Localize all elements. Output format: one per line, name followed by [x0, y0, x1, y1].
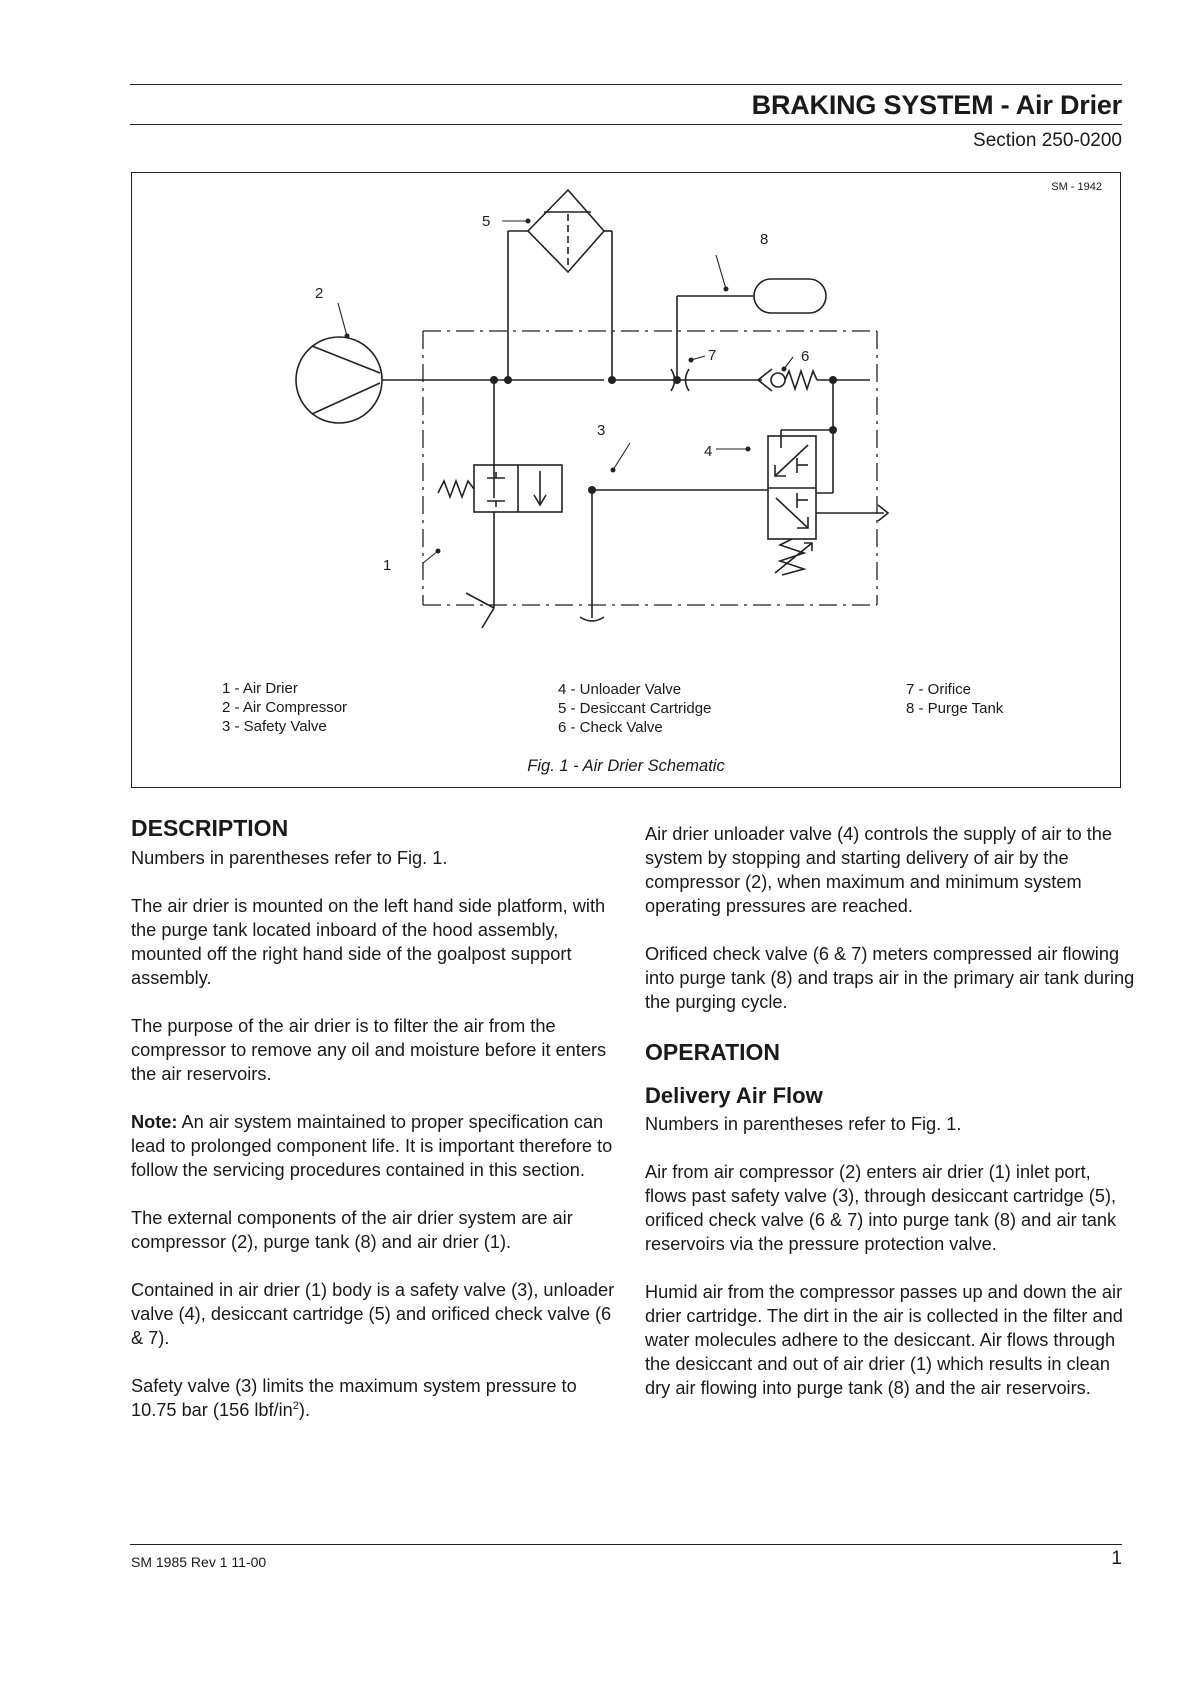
paragraph: Air drier unloader valve (4) controls the supply of air to the system by stopping and starting delivery of air by the compressor (2), when maximum and minimum system operating pressures are reached. — [645, 824, 1113, 916]
air-compressor-symbol — [296, 337, 382, 423]
section-number: Section 250-0200 — [973, 130, 1122, 151]
legend-item: 5 - Desiccant Cartridge — [558, 700, 712, 717]
paragraph-text: Safety valve (3) limits the maximum system pressure to 10.75 bar (156 lbf/in — [131, 1376, 577, 1420]
callout-1: 1 — [383, 557, 392, 574]
desiccant-cartridge-symbol — [528, 190, 604, 272]
purge-tank-symbol — [754, 279, 826, 313]
paragraph: Air from air compressor (2) enters air drier (1) inlet port, flows past safety valve (3), through desiccant cartridge (5), orificed check valve (6 & 7) into purge tank (8) and air tank reservoirs via the pressure protection valve. — [645, 1162, 1117, 1254]
legend-item: 8 - Purge Tank — [906, 700, 1004, 717]
paragraph: Numbers in parentheses refer to Fig. 1. — [645, 1114, 962, 1134]
description-heading: DESCRIPTION — [131, 815, 289, 841]
operation-heading: OPERATION — [645, 1039, 781, 1065]
paragraph: Contained in air drier (1) body is a safety valve (3), unloader valve (4), desiccant cartridge (5) and orificed check valve (6 & 7). — [131, 1280, 615, 1348]
paragraph: Humid air from the compressor passes up and down the air drier cartridge. The dirt in the air is collected in the filter and water molecules adhere to the desiccant. Air flows through the desiccant and out of air drier (1) which results in clean dry air flowing into purge tank (8) and the air reservoirs. — [645, 1282, 1123, 1398]
header-top-rule — [130, 84, 1122, 85]
paragraph: The external components of the air drier system are air compressor (2), purge tank (8) and air drier (1). — [131, 1208, 573, 1252]
callout-8: 8 — [760, 231, 769, 248]
superscript: 2 — [292, 1399, 299, 1412]
legend-item: 1 - Air Drier — [222, 680, 298, 697]
callout-4: 4 — [704, 443, 713, 460]
delivery-air-flow-heading: Delivery Air Flow — [645, 1083, 823, 1108]
callout-3: 3 — [597, 422, 606, 439]
callout-7: 7 — [708, 347, 717, 364]
callout-6: 6 — [801, 348, 810, 365]
legend-item: 2 - Air Compressor — [222, 699, 348, 716]
note-label: Note: — [131, 1112, 178, 1132]
figure-code: SM - 1942 — [1051, 181, 1102, 193]
paragraph: Orificed check valve (6 & 7) meters compressed air flowing into purge tank (8) and traps air in the primary air tank during the purging cycle. — [645, 944, 1135, 1012]
air-drier-boundary — [423, 331, 877, 605]
paragraph — [131, 1374, 621, 1422]
callout-5: 5 — [482, 213, 491, 230]
header-mid-rule — [130, 124, 1122, 125]
left-column — [131, 808, 621, 1446]
safety-valve-symbol — [438, 465, 562, 512]
callout-2: 2 — [315, 285, 324, 302]
legend-item: 4 - Unloader Valve — [558, 681, 682, 698]
right-column — [645, 822, 1135, 1424]
page-title: BRAKING SYSTEM - Air Drier — [751, 90, 1122, 120]
figure-air-drier-schematic — [131, 172, 1121, 788]
legend-col-1 — [222, 679, 347, 736]
paragraph: The air drier is mounted on the left hand side platform, with the purge tank located inboard of the hood assembly, mounted off the right hand side of the goalpost support assembly. — [131, 896, 606, 988]
figure-caption: Fig. 1 - Air Drier Schematic — [527, 757, 725, 775]
note-text: An air system maintained to proper specification can lead to prolonged component life. It is important therefore to follow the servicing procedures contained in this section. — [131, 1112, 613, 1180]
paragraph: Numbers in parentheses refer to Fig. 1. — [131, 848, 448, 868]
legend-item: 7 - Orifice — [906, 681, 972, 698]
unloader-valve-symbol — [768, 436, 816, 575]
legend-col-2 — [558, 680, 711, 737]
schematic-diagram — [132, 173, 1120, 753]
document-id: SM 1985 Rev 1 11-00 — [131, 1554, 267, 1570]
legend-item: 6 - Check Valve — [558, 719, 663, 736]
footer-rule — [130, 1544, 1122, 1545]
leader-lines — [338, 221, 793, 563]
page-number: 1 — [1111, 1548, 1122, 1569]
legend-item: 3 - Safety Valve — [222, 718, 327, 735]
paragraph: The purpose of the air drier is to filter the air from the compressor to remove any oil and moisture before it enters the air reservoirs. — [131, 1016, 607, 1084]
check-valve-symbol — [758, 369, 817, 391]
note-paragraph — [131, 1110, 621, 1182]
paragraph-end: ). — [298, 1400, 311, 1420]
legend-col-3 — [906, 680, 1003, 718]
